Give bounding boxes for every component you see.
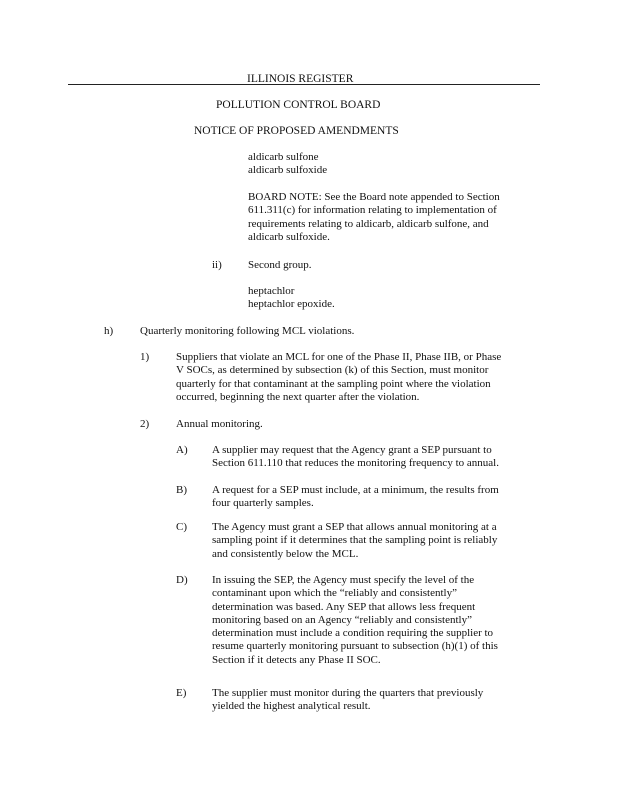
C-line: sampling point if it determines that the sampling point is reliably — [212, 534, 498, 547]
board-note-line: requirements relating to aldicarb, aldicarb sulfone, and — [248, 217, 489, 230]
A-line: Section 611.110 that reduces the monitoring frequency to annual. — [212, 457, 499, 470]
A-line: A supplier may request that the Agency grant a SEP pursuant to — [212, 444, 492, 456]
item1-line: Suppliers that violate an MCL for one of the Phase II, Phase IIB, or Phase — [176, 351, 502, 363]
item1-line: occurred, beginning the next quarter after the violation. — [176, 390, 420, 403]
first-group-list — [248, 151, 327, 178]
C-text — [212, 521, 497, 561]
list-item: heptachlor epoxide. — [248, 298, 335, 311]
board-note — [248, 191, 500, 244]
B-line: A request for a SEP must include, at a minimum, the results from — [212, 484, 499, 496]
h-label: h) — [104, 325, 114, 337]
second-group-list — [248, 285, 335, 312]
item1-line: quarterly for that contaminant at the sampling point where the violation — [176, 377, 491, 390]
ii-text: Second group. — [248, 259, 312, 271]
B-label: B) — [176, 484, 187, 496]
notice-title: NOTICE OF PROPOSED AMENDMENTS — [194, 125, 399, 137]
E-line: The supplier must monitor during the quarters that previously — [212, 687, 484, 699]
board-note-line: 611.311(c) for information relating to implementation of — [248, 204, 497, 217]
register-title: ILLINOIS REGISTER — [247, 73, 354, 85]
D-text — [212, 574, 498, 667]
list-item: aldicarb sulfone — [248, 151, 319, 163]
board-note-line: aldicarb sulfoxide. — [248, 230, 330, 243]
h-text: Quarterly monitoring following MCL violations. — [140, 325, 355, 337]
item1-line: V SOCs, as determined by subsection (k) of this Section, must monitor — [176, 364, 489, 377]
D-line: In issuing the SEP, the Agency must specify the level of the — [212, 574, 475, 586]
D-line: determination must include a condition requiring the supplier to — [212, 627, 494, 640]
C-line: and consistently below the MCL. — [212, 547, 359, 560]
item2-text: Annual monitoring. — [176, 418, 263, 430]
D-line: Section if it detects any Phase II SOC. — [212, 653, 381, 666]
item2-label: 2) — [140, 418, 150, 430]
E-text — [212, 687, 483, 714]
E-label: E) — [176, 687, 187, 699]
board-note-line: BOARD NOTE: See the Board note appended to Section — [248, 191, 500, 203]
list-item: aldicarb sulfoxide — [248, 164, 328, 177]
C-line: The Agency must grant a SEP that allows annual monitoring at a — [212, 521, 497, 533]
D-label: D) — [176, 574, 188, 586]
list-item: heptachlor — [248, 285, 295, 297]
B-line: four quarterly samples. — [212, 497, 314, 510]
header-rule — [68, 84, 540, 85]
B-text — [212, 484, 499, 511]
A-text — [212, 444, 499, 471]
item1-label: 1) — [140, 351, 150, 363]
C-label: C) — [176, 521, 187, 533]
D-line: contaminant upon which the “reliably and consistently” — [212, 587, 457, 600]
board-title: POLLUTION CONTROL BOARD — [216, 99, 381, 111]
D-line: determination was based. Any SEP that allows less frequent — [212, 600, 476, 613]
ii-label: ii) — [212, 259, 222, 271]
D-line: resume quarterly monitoring pursuant to subsection (h)(1) of this — [212, 640, 498, 653]
A-label: A) — [176, 444, 188, 456]
D-line: monitoring based on an Agency “reliably and consistently” — [212, 613, 472, 626]
item1-text — [176, 351, 501, 404]
E-line: yielded the highest analytical result. — [212, 700, 371, 713]
